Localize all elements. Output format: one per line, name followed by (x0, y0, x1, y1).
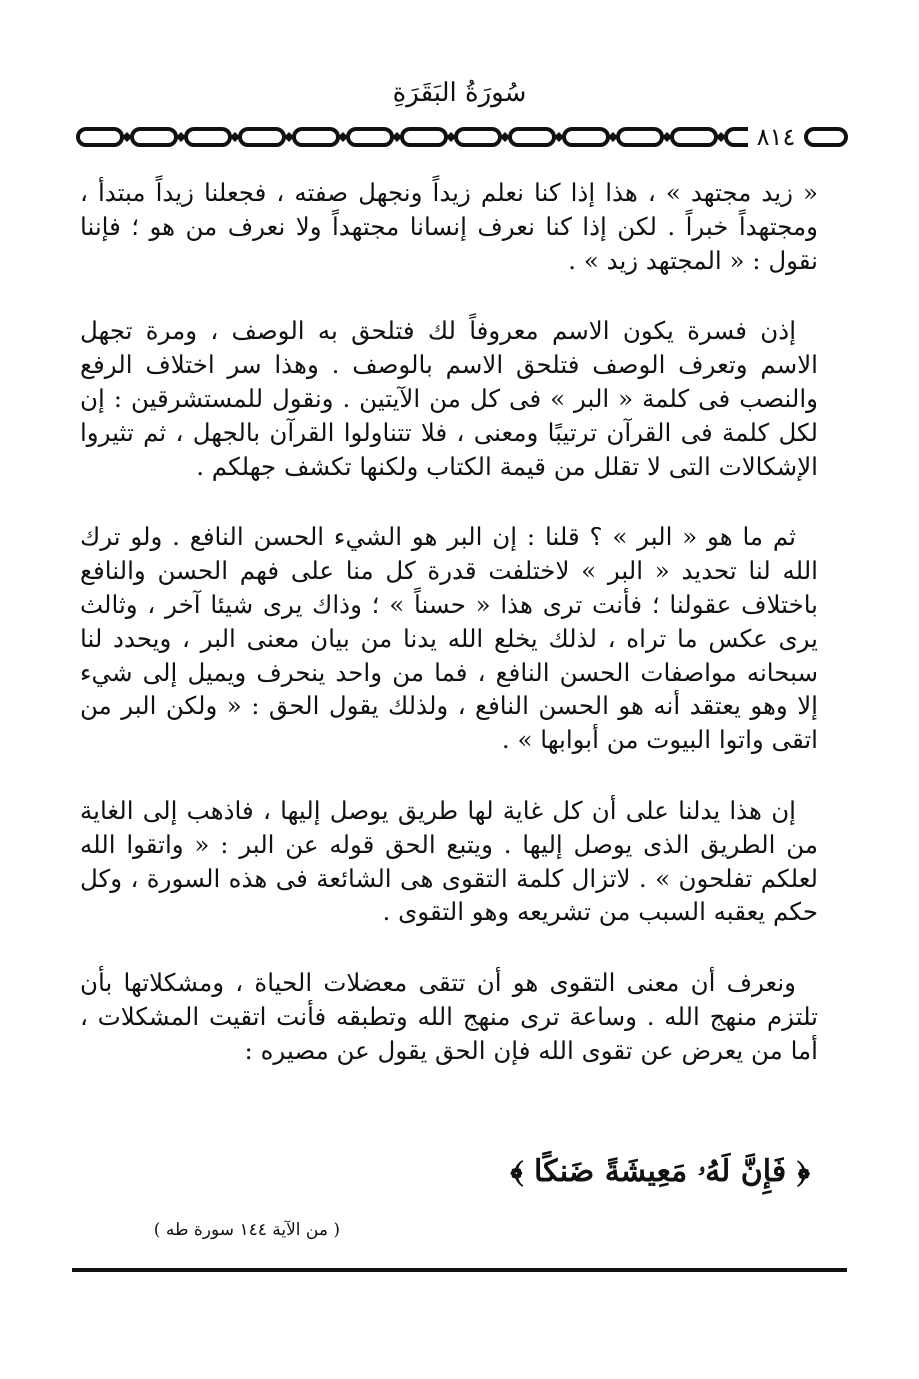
surah-title: سُورَةُ البَقَرَةِ (392, 78, 527, 108)
footer-rule (72, 1268, 847, 1272)
paragraph-5: ونعرف أن معنى التقوى هو أن تتقى معضلات الحياة ، ومشكلاتها بأن تلتزم منهج الله . وساعة ترى منهج الله وتطبقه فأنت اتقيت المشكلات ، أما من يعرض عن تقوى الله فإن الحق يقول عن مصيره : (80, 968, 818, 1065)
paragraph-1: « زيد مجتهد » ، هذا إذا كنا نعلم زيداً ونجهل صفته ، فجعلنا زيداً مبتدأ ، ومجتهداً خبراً . لكن إذا كنا نعرف إنسانا مجتهداً ولا نعرف من هو ؛ فإننا نقول : « المجتهد زيد » . (80, 178, 818, 275)
paragraph-2: إذن فسرة يكون الاسم معروفاً لك فتلحق به الوصف ، ومرة تجهل الاسم وتعرف الوصف فتلحق الاسم بالوصف . وهذا سر اختلاف الرفع والنصب فى كلمة « البر » فى كل من الآيتين . ونقول للمستشرقين : إن لكل كلمة فى القرآن ترتيبًا ومعنى ، فلا تتناولوا القرآن بالجهل ، ثم تثيروا الإشكالات التى لا تقلل من قيمة الكتاب ولكنها تكشف جهلكم . (80, 316, 818, 481)
quran-verse: ﴿ فَإِنَّ لَهُۥ مَعِيشَةً ضَنكًا ﴾ (510, 1154, 810, 1189)
paragraph-4: إن هذا يدلنا على أن كل غاية لها طريق يوصل إليها ، فاذهب إلى الغاية من الطريق الذى يوصل إليها . ويتبع الحق قوله عن البر : « واتقوا الله لعلكم تفلحون » . لاتزال كلمة التقوى هى الشائعة فى هذه السورة ، وكل حكم يعقبه السبب من تشريعه وهو التقوى . (80, 795, 818, 927)
page-number: ٨١٤ (748, 120, 804, 154)
body-text (80, 176, 818, 1105)
paragraph-3: ثم ما هو « البر » ؟ قلنا : إن البر هو الشيء الحسن النافع . ولو ترك الله لنا تحديد « البر » لاختلفت قدرة كل منا على فهم الحسن والنافع باختلاف عقولنا ؛ فأنت ترى هذا « حسناً » ؛ وذاك يرى شيئا آخر ، وثالث يرى عكس ما تراه ، لذلك يخلع الله يدنا من بيان معنى البر ، ويحدد لنا سبحانه مواصفات الحسن النافع ، فما من واحد ينحرف ويميل إلى شيء إلا وهو يعتقد أنه هو الحسن النافع ، ولذلك يقول الحق : « ولكن البر من اتقى واتوا البيوت من أبوابها » . (80, 522, 818, 755)
decorative-chain-rule (72, 120, 852, 154)
verse-citation: ( من الآية ١٤٤ سورة طه ) (153, 1220, 340, 1240)
